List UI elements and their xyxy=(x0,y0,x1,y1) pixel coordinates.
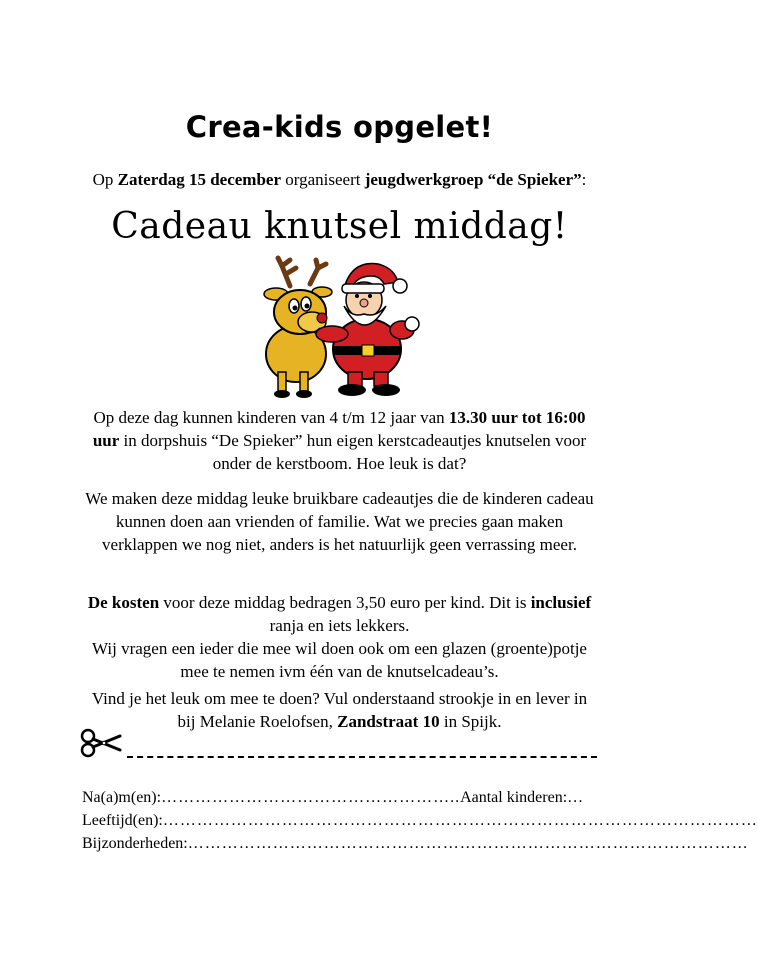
paragraph-text: ranja en iets lekkers. xyxy=(269,616,410,635)
paragraph-text: Vind je het leuk om mee te doen? Vul onderstaand strookje in en lever in bij Melanie Roelofsen, xyxy=(91,689,588,731)
subtitle-text: Op xyxy=(92,170,118,189)
form-row-ages xyxy=(82,811,758,831)
paragraph-text: voor deze middag bedragen 3,50 euro per kind. Dit is xyxy=(159,593,531,612)
intro-paragraph xyxy=(82,406,597,475)
names-label: Na(a)m(en): xyxy=(82,789,162,806)
children-count-label: Aantal kinderen: xyxy=(460,789,568,806)
costs-paragraph xyxy=(82,591,597,683)
event-headline: Cadeau knutsel middag! xyxy=(111,206,568,247)
santa-and-reindeer-illustration xyxy=(252,254,422,399)
form-row-details xyxy=(82,834,749,854)
event-date: Zaterdag 15 december xyxy=(117,170,281,189)
scissors-icon xyxy=(80,728,122,758)
inclusive-label: inclusief xyxy=(530,593,592,612)
event-time: 13.30 uur tot 16:00 uur xyxy=(92,408,586,450)
form-row-names xyxy=(82,788,602,808)
page-title: Crea-kids opgelet! xyxy=(185,110,494,144)
event-announcement xyxy=(0,170,679,190)
ages-label: Leeftijd(en): xyxy=(82,812,163,829)
details-fill-line[interactable]: ……………………………………………………………………………………… xyxy=(187,835,749,852)
paragraph-text: in dorpshuis “De Spieker” hun eigen kerstcadeautjes knutselen voor onder de kerstboom. Hoe leuk is dat? xyxy=(119,431,587,473)
signup-paragraph xyxy=(82,687,597,733)
subtitle-text: organiseert xyxy=(281,170,365,189)
details-label: Bijzonderheden: xyxy=(82,835,188,852)
children-count-fill-line[interactable]: … xyxy=(567,789,585,806)
paragraph-text: Op deze dag kunnen kinderen van 4 t/m 12 jaar van xyxy=(93,408,449,427)
paragraph-text: Wij vragen een ieder die mee wil doen ook om een glazen (groente)potje mee te nemen ivm één van de knutselcadeau’s. xyxy=(92,639,587,681)
activity-paragraph: We maken deze middag leuke bruikbare cadeautjes die de kinderen cadeau kunnen doen aan vrienden of familie. Wat we precies gaan maken verklappen we nog niet, anders is het natuurlijk geen verrassing meer. xyxy=(85,489,594,554)
paragraph-text: in Spijk. xyxy=(439,712,502,731)
address: Zandstraat 10 xyxy=(337,712,440,731)
cut-line xyxy=(127,756,597,758)
ages-fill-line[interactable]: …………………………………………………………………………………………… xyxy=(162,812,758,829)
subtitle-text: : xyxy=(581,170,587,189)
costs-label: De kosten xyxy=(87,593,160,612)
organizer-name: jeugdwerkgroep “de Spieker” xyxy=(364,170,582,189)
names-fill-line[interactable]: …………………………………………….. xyxy=(161,789,461,806)
